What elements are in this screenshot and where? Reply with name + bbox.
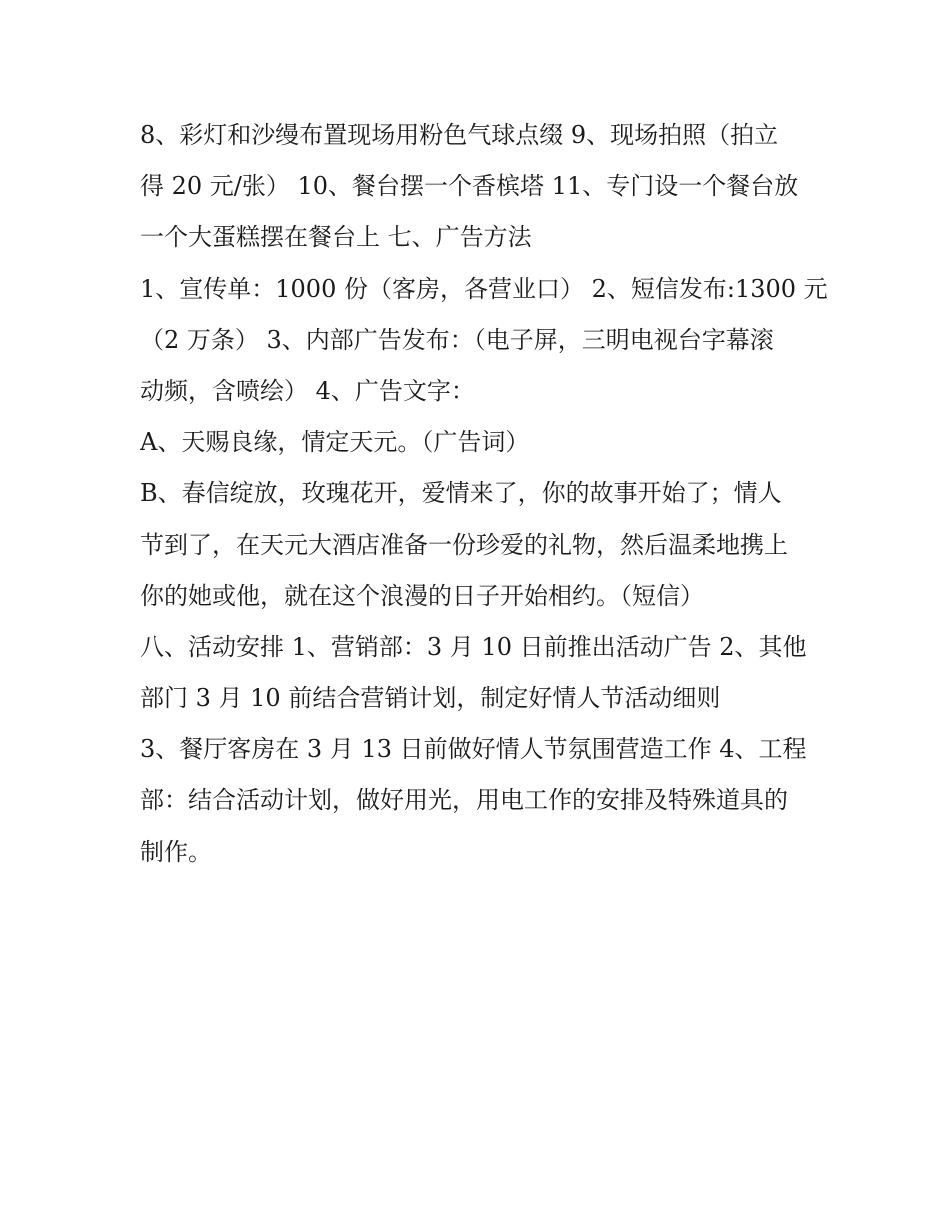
text-line: 八、活动安排 1、营销部：3 月 10 日前推出活动广告 2、其他 [140,632,807,661]
text-line: 部：结合活动计划，做好用光，用电工作的安排及特殊道具的 [140,786,788,815]
text-line: 一个大蛋糕摆在餐台上 七、广告方法 [140,223,532,252]
text-line: 节到了，在天元大酒店准备一份珍爱的礼物，然后温柔地携上 [140,530,788,559]
text-line: 3、餐厅客房在 3 月 13 日前做好情人节氛围营造工作 4、工程 [140,735,807,764]
text-line: B、春信绽放，玫瑰花开，爱情来了，你的故事开始了；情人 [140,479,782,508]
text-line: 你的她或他，就在这个浪漫的日子开始相约。（短信） [140,581,704,610]
text-line: 1、宣传单：1000 份（客房，各营业口） 2、短信发布:1300 元 [140,274,828,303]
text-line: 8、彩灯和沙缦布置现场用粉色气球点缀 9、现场拍照（拍立 [140,121,779,149]
text-line: 得 20 元/张） 10、餐台摆一个香槟塔 11、专门设一个餐台放 [140,172,799,201]
text-line: （2 万条） 3、内部广告发布：（电子屏，三明电视台字幕滚 [140,325,774,354]
text-line: 制作。 [140,837,212,866]
text-line: 动频，含喷绘） 4、广告文字： [140,376,475,405]
document-body [140,110,830,878]
text-line: A、天赐良缘，情定天元。（广告词） [140,428,530,457]
text-line: 部门 3 月 10 前结合营销计划，制定好情人节活动细则 [140,684,721,713]
